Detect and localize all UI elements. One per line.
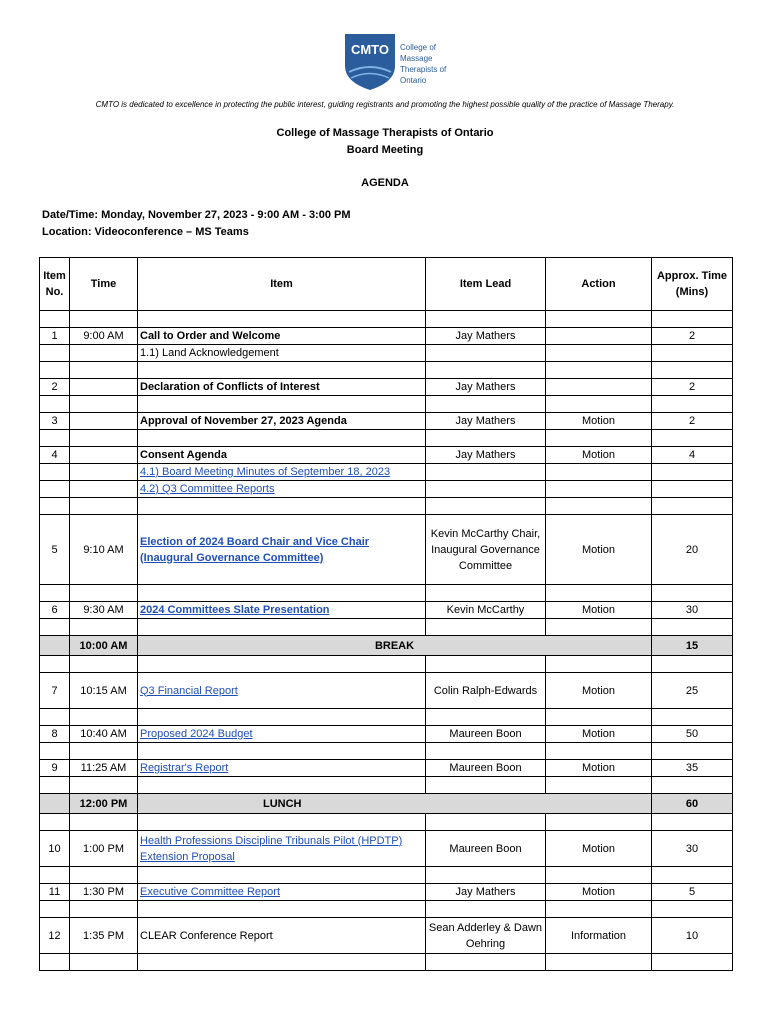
- table-row: 12 1:35 PM CLEAR Conference Report Sean Adderley & Dawn Oehring Information 10: [40, 918, 733, 954]
- spacer-row: [40, 585, 733, 602]
- table-row: 2 Declaration of Conflicts of Interest Jay Mathers 2: [40, 379, 733, 396]
- spacer-row: [40, 619, 733, 636]
- table-row: 7 10:15 AM Q3 Financial Report Colin Ralph-Edwards Motion 25: [40, 673, 733, 709]
- link-registrars-report[interactable]: Registrar's Report: [140, 762, 229, 774]
- table-row: 1 9:00 AM Call to Order and Welcome Jay Mathers 2: [40, 328, 733, 345]
- spacer-row: [40, 430, 733, 447]
- table-row: 1.1) Land Acknowledgement: [40, 345, 733, 362]
- spacer-row: [40, 656, 733, 673]
- spacer-row: [40, 498, 733, 515]
- document-subtitle: Board Meeting: [346, 144, 424, 156]
- spacer-row: [40, 867, 733, 884]
- spacer-row: [40, 814, 733, 831]
- spacer-row: [40, 709, 733, 726]
- header-item: Item: [138, 258, 426, 311]
- link-proposed-budget[interactable]: Proposed 2024 Budget: [140, 728, 253, 740]
- header-approx-time: Approx. Time (Mins): [652, 258, 733, 311]
- link-board-chair-election[interactable]: Election of 2024 Board Chair and Vice Chair (Inaugural Governance Committee): [140, 535, 370, 564]
- table-header-row: [40, 258, 733, 311]
- spacer-row: [40, 954, 733, 971]
- agenda-heading: AGENDA: [361, 177, 409, 189]
- document-title: College of Massage Therapists of Ontario: [276, 127, 494, 139]
- header-item-no: Item No.: [40, 258, 70, 311]
- spacer-row: [40, 396, 733, 413]
- break-row: 10:00 AM BREAK 15: [40, 636, 733, 656]
- link-committees-slate[interactable]: 2024 Committees Slate Presentation: [140, 604, 330, 616]
- spacer-row: [40, 777, 733, 794]
- meeting-location: Location: Videoconference – MS Teams: [42, 226, 249, 238]
- meeting-datetime: Date/Time: Monday, November 27, 2023 - 9:00 AM - 3:00 PM: [42, 209, 351, 221]
- link-q3-committee-reports[interactable]: 4.2) Q3 Committee Reports: [140, 483, 275, 495]
- logo-org-name: College of Massage Therapists of Ontario: [400, 43, 447, 85]
- table-row: 5 9:10 AM Election of 2024 Board Chair and Vice Chair (Inaugural Governance Committee) Kevin McCarthy Chair, Inaugural Governance Committee Motion 20: [40, 515, 733, 585]
- table-row: 9 11:25 AM Registrar's Report Maureen Boon Motion 35: [40, 760, 733, 777]
- table-row: 6 9:30 AM 2024 Committees Slate Presentation Kevin McCarthy Motion 30: [40, 602, 733, 619]
- spacer-row: [40, 311, 733, 328]
- break-label: BREAK: [138, 636, 652, 656]
- link-hpdtp-extension[interactable]: Health Professions Discipline Tribunals Pilot (HPDTP) Extension Proposal: [140, 834, 403, 863]
- lunch-label: LUNCH: [138, 794, 652, 814]
- logo-abbr: CMTO: [350, 42, 390, 57]
- link-executive-committee-report[interactable]: Executive Committee Report: [140, 886, 280, 898]
- mission-statement: CMTO is dedicated to excellence in protecting the public interest, guiding registrants and promoting the highest possible quality of the practice of Massage Therapy.: [95, 100, 675, 109]
- table-row: 3 Approval of November 27, 2023 Agenda Jay Mathers Motion 2: [40, 413, 733, 430]
- table-row: 11 1:30 PM Executive Committee Report Jay Mathers Motion 5: [40, 884, 733, 901]
- link-q3-financial-report[interactable]: Q3 Financial Report: [140, 684, 238, 697]
- header-item-lead: Item Lead: [426, 258, 546, 311]
- table-row: 10 1:00 PM Health Professions Discipline Tribunals Pilot (HPDTP) Extension Proposal Maureen Boon Motion 30: [40, 831, 733, 867]
- header-time: Time: [70, 258, 138, 311]
- table-row: [40, 464, 733, 481]
- table-row: 4 Consent Agenda Jay Mathers Motion 4: [40, 447, 733, 464]
- spacer-row: [40, 901, 733, 918]
- spacer-row: [40, 362, 733, 379]
- header-action: Action: [546, 258, 652, 311]
- table-row: 8 10:40 AM Proposed 2024 Budget Maureen Boon Motion 50: [40, 726, 733, 743]
- spacer-row: [40, 743, 733, 760]
- agenda-table: [39, 257, 733, 971]
- lunch-row: 12:00 PM LUNCH 60: [40, 794, 733, 814]
- table-row: [40, 481, 733, 498]
- link-board-minutes[interactable]: 4.1) Board Meeting Minutes of September 18, 2023: [140, 466, 391, 478]
